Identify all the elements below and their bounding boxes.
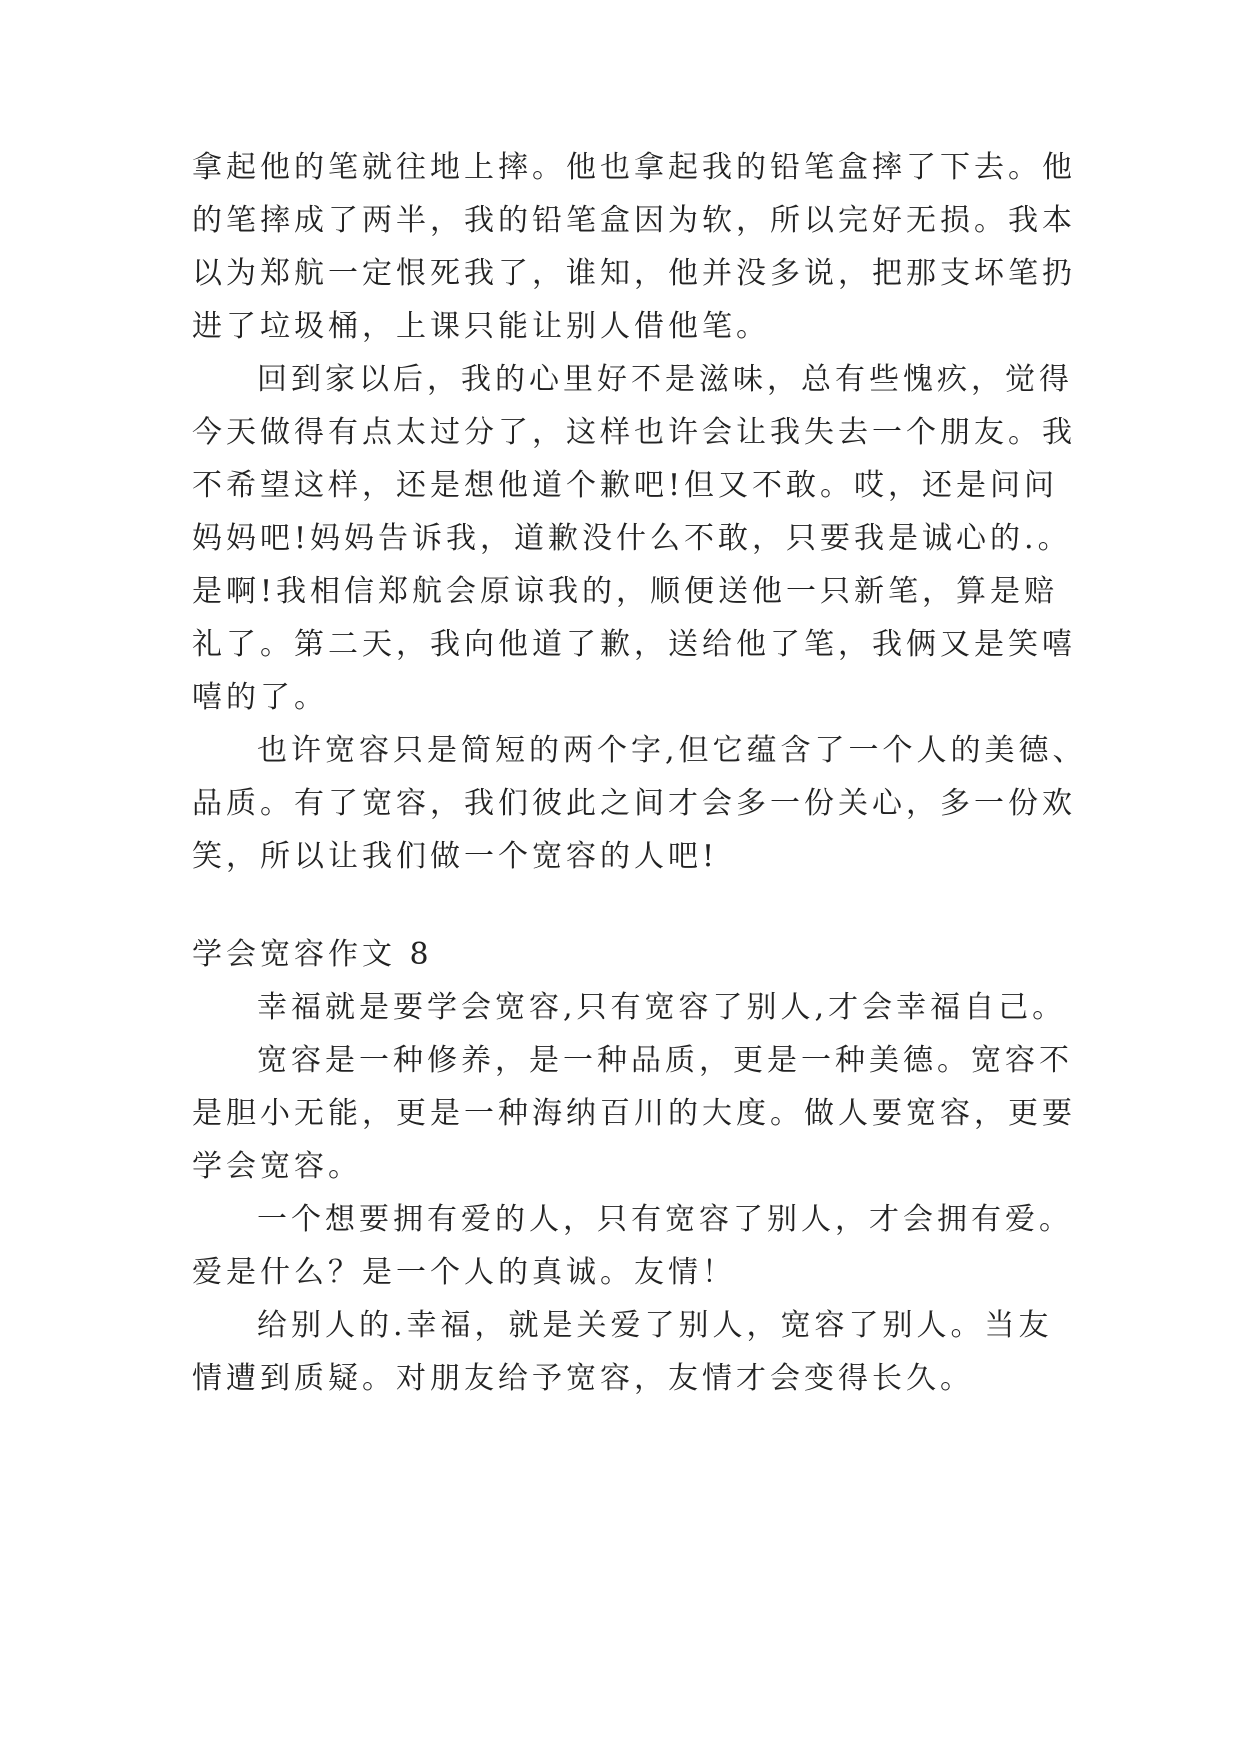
paragraph-1-line-1: 拿起他的笔就往地上摔。他也拿起我的铅笔盒摔了下去。他: [192, 150, 1076, 185]
paragraph-1-line-3: 以为郑航一定恨死我了，谁知，他并没多说，把那支坏笔扔: [192, 256, 1076, 291]
paragraph-2-line-7: 嘻的了。: [192, 680, 328, 715]
paragraph-6-line-2: 爱是什么？是一个人的真诚。友情！: [192, 1255, 736, 1290]
paragraph-2-line-6: 礼了。第二天，我向他道了歉，送给他了笔，我俩又是笑嘻: [192, 627, 1076, 662]
paragraph-6-line-1: 一个想要拥有爱的人，只有宽容了别人，才会拥有爱。: [257, 1202, 1073, 1237]
paragraph-5-line-1: 宽容是一种修养，是一种品质，更是一种美德。宽容不: [257, 1043, 1073, 1078]
paragraph-3-line-1: 也许宽容只是简短的两个字,但它蕴含了一个人的美德、: [257, 733, 1087, 768]
paragraph-7-line-2: 情遭到质疑。对朋友给予宽容，友情才会变得长久。: [192, 1361, 974, 1396]
paragraph-1-line-2: 的笔摔成了两半，我的铅笔盒因为软，所以完好无损。我本: [192, 203, 1076, 238]
paragraph-2-line-2: 今天做得有点太过分了，这样也许会让我失去一个朋友。我: [192, 415, 1076, 450]
paragraph-2-line-5: 是啊!我相信郑航会原谅我的，顺便送他一只新笔，算是赔: [192, 574, 1059, 609]
section-title: 学会宽容作文 8: [192, 937, 433, 972]
paragraph-3-line-2: 品质。有了宽容，我们彼此之间才会多一份关心，多一份欢: [192, 786, 1076, 821]
paragraph-3-line-3: 笑，所以让我们做一个宽容的人吧!: [192, 839, 719, 874]
paragraph-2-line-4: 妈妈吧!妈妈告诉我，道歉没什么不敢，只要我是诚心的.。: [192, 521, 1072, 556]
paragraph-2-line-3: 不希望这样，还是想他道个歉吧!但又不敢。哎，还是问问: [192, 468, 1059, 503]
paragraph-2-line-1: 回到家以后，我的心里好不是滋味，总有些愧疚，觉得: [257, 362, 1073, 397]
paragraph-4-line-1: 幸福就是要学会宽容,只有宽容了别人,才会幸福自己。: [257, 990, 1067, 1025]
paragraph-7-line-1: 给别人的.幸福，就是关爱了别人，宽容了别人。当友: [257, 1308, 1053, 1343]
paragraph-1-line-4: 进了垃圾桶，上课只能让别人借他笔。: [192, 309, 770, 344]
paragraph-5-line-2: 是胆小无能，更是一种海纳百川的大度。做人要宽容，更要: [192, 1096, 1076, 1131]
paragraph-5-line-3: 学会宽容。: [192, 1149, 362, 1184]
